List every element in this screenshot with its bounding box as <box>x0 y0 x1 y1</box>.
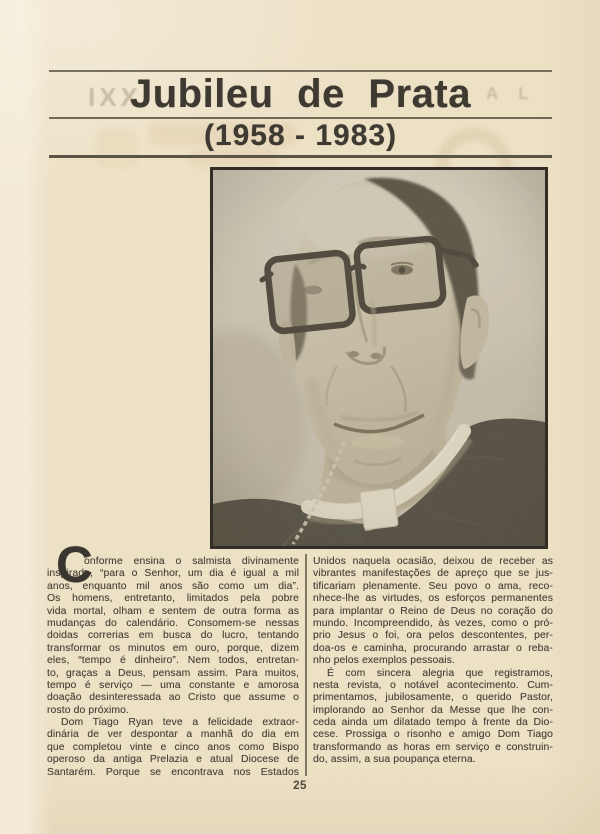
text-line: onforme ensina o salmista divinamente <box>84 556 299 567</box>
text-line: nho pelos exemplos pessoais. <box>313 655 456 667</box>
text-line: operoso da antiga Prelazia e atual Diocese de <box>47 754 299 766</box>
page-subtitle: (1958 - 1983) <box>203 119 398 152</box>
column-divider <box>305 554 307 776</box>
page-title: Jubileu de Prata <box>130 72 471 116</box>
text-line: que completou vinte e cinco anos como Bispo <box>47 741 299 753</box>
text-line: transformando as horas em serviço e construin- <box>313 741 553 753</box>
article-right-column <box>313 556 553 767</box>
text-line: Dom Tiago Ryan teve a felicidade extraor- <box>61 717 299 729</box>
text-line: ceda ainda um dilatado tempo à frente da Dio- <box>313 717 553 729</box>
title-rule-bottom <box>49 155 552 158</box>
text-line: nesta revista, o notável acontecimento. Cum- <box>313 679 553 691</box>
text-line: vida mortal, olham e sentem de outra forma as <box>47 605 299 617</box>
text-line: do, assim, a sua poupança eterna. <box>313 754 476 766</box>
text-line: mudanças do calendário. Consomem-se nessas <box>47 617 299 629</box>
text-line: nhece-lhe as virtudes, os esforços permanentes <box>313 593 553 605</box>
text-line: inspirado, “para o Senhor, um dia é igual a mil <box>47 568 299 580</box>
text-line: to, graças a Deus, pensam assim. Para muitos, <box>47 667 299 679</box>
showthrough-text-xxi: XXI <box>84 82 138 112</box>
text-line: doação desinteressada ao Cristo que assume o <box>47 692 299 704</box>
bishop-portrait-illustration <box>213 170 545 546</box>
text-line: eles, “tempo é dinheiro”. Nem todos, entretan- <box>47 655 299 667</box>
text-line: prio Jesus o foi, ora pelos descontentes, per- <box>313 630 553 642</box>
text-line: primentamos, jubilosamente, o querido Pastor, <box>313 692 553 704</box>
text-line: cese. Prossiga o risonho e amigo Dom Tiago <box>313 729 553 741</box>
text-line: Santarém. Porque se encontrava nos Estados <box>47 766 299 778</box>
text-line: implorando ao Senhor da Messe que lhe con- <box>313 704 553 716</box>
text-line: tificariam plenamente. Seu povo o ama, reco- <box>313 580 553 592</box>
text-line: dinária de ver despontar a manhã do dia em <box>47 729 299 741</box>
text-line: para implantar o Reino de Deus no coração do <box>313 605 553 617</box>
text-line: Unidos naquela ocasião, deixou de receber as <box>313 556 553 567</box>
text-line: transformar os minutos em ouro, porque, dizem <box>47 642 299 654</box>
showthrough-text-al: A L <box>486 84 537 103</box>
text-line: Os homens, entretanto, limitados pela pobre <box>47 593 299 605</box>
article-left-column <box>47 536 299 779</box>
text-line: rosto do próximo. <box>47 704 129 716</box>
text-line: doidas correrias em busca do lucro, tentando <box>47 630 299 642</box>
text-line: mundo. Incompreendido, às vezes, como o pró- <box>313 617 553 629</box>
page-number: 25 <box>293 780 307 792</box>
text-line: É com sincera alegria que registramos, <box>327 667 553 679</box>
text-line: tempo é serviço — uma constante e amorosa <box>47 679 299 691</box>
text-line: doa-os e caminha, procurando arrastar o reba- <box>313 642 553 654</box>
text-line: vibrantes manifestações de apreço que se jus- <box>313 568 553 580</box>
bishop-portrait-photo <box>210 167 548 549</box>
drop-cap: C <box>56 536 93 593</box>
text-line: anos, enquanto mil anos são como um dia”. <box>47 580 299 592</box>
